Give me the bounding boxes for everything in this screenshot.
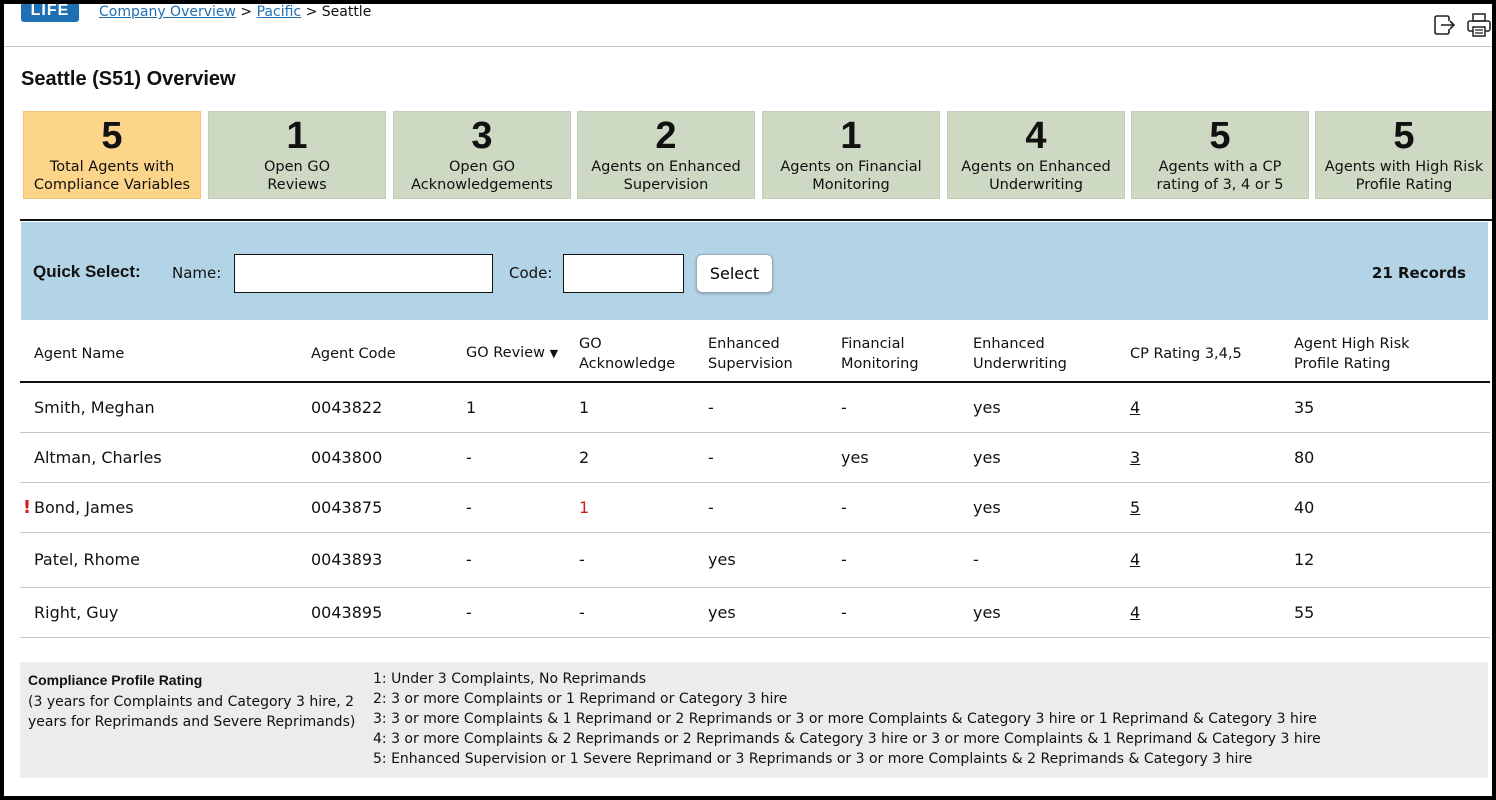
legend-item: 5: Enhanced Supervision or 1 Severe Reprimand or 3 Reprimands or 3 or more Complaints & 2 Reprimands & Category 3 hire <box>373 751 1253 767</box>
column-header-agent-name[interactable]: Agent Name <box>34 322 311 382</box>
agent-name: Altman, Charles <box>34 432 311 482</box>
page-title: Seattle (S51) Overview <box>21 68 236 90</box>
tile-value: 2 <box>655 115 677 157</box>
go-review-value: - <box>466 432 579 482</box>
agents-table <box>20 322 1490 638</box>
go-acknowledge-value: 2 <box>579 432 708 482</box>
agent-name: Right, Guy <box>34 587 311 637</box>
table-row[interactable] <box>20 587 1490 637</box>
go-acknowledge-value: - <box>579 532 708 587</box>
tile-label: Agents on Enhanced Supervision <box>591 159 741 193</box>
company-logo[interactable]: LIFE <box>21 4 79 22</box>
agent-code: 0043875 <box>311 482 466 532</box>
tile-enhanced-underwriting[interactable] <box>947 111 1125 199</box>
column-header-go-review[interactable] <box>466 322 579 382</box>
tile-open-go-acknowledgements[interactable] <box>393 111 571 199</box>
enhanced-supervision-value: - <box>708 382 841 432</box>
code-label: Code: <box>509 264 553 282</box>
code-input[interactable] <box>563 254 684 293</box>
enhanced-underwriting-value: yes <box>973 482 1130 532</box>
tile-cp-rating[interactable] <box>1131 111 1309 199</box>
flag-cell <box>20 532 34 587</box>
table-row[interactable] <box>20 382 1490 432</box>
breadcrumb-separator: > <box>240 4 253 20</box>
sort-descending-icon: ▼ <box>549 347 559 360</box>
financial-monitoring-value: - <box>841 382 973 432</box>
legend-item: 3: 3 or more Complaints & 1 Reprimand or 2 Reprimands or 3 or more Complaints & Category 3 hire or 1 Reprimand & Category 3 hire <box>373 711 1317 727</box>
legend-title: Compliance Profile Rating <box>28 672 203 688</box>
go-acknowledge-value: - <box>579 587 708 637</box>
tile-open-go-reviews[interactable] <box>208 111 386 199</box>
alert-icon: ! <box>22 496 32 518</box>
go-acknowledge-value-alert: 1 <box>579 482 708 532</box>
compliance-legend <box>20 662 1488 778</box>
tile-label: Agents with a CP rating of 3, 4 or 5 <box>1156 159 1284 193</box>
column-header-go-acknowledge[interactable]: GO Acknowledge <box>579 322 708 382</box>
enhanced-underwriting-value: yes <box>973 587 1130 637</box>
go-review-value: - <box>466 587 579 637</box>
breadcrumb-current: Seattle <box>321 4 372 20</box>
agent-code: 0043895 <box>311 587 466 637</box>
enhanced-underwriting-value: yes <box>973 382 1130 432</box>
tile-financial-monitoring[interactable] <box>762 111 940 199</box>
cp-rating-link[interactable]: 3 <box>1130 447 1141 467</box>
cp-rating-cell <box>1130 432 1294 482</box>
column-header-label: GO Review <box>466 345 545 361</box>
column-header-financial-monitoring[interactable]: Financial Monitoring <box>841 322 973 382</box>
enhanced-supervision-value: - <box>708 432 841 482</box>
tile-label: Agents on Enhanced Underwriting <box>961 159 1111 193</box>
tile-label: Agents on Financial Monitoring <box>780 159 922 193</box>
tile-enhanced-supervision[interactable] <box>577 111 755 199</box>
select-button[interactable]: Select <box>696 254 773 293</box>
enhanced-underwriting-value: yes <box>973 432 1130 482</box>
tile-label: Agents with High Risk Profile Rating <box>1324 159 1484 193</box>
go-review-value: 1 <box>466 382 579 432</box>
tile-label: Open GO Acknowledgements <box>411 159 553 193</box>
legend-item: 4: 3 or more Complaints & 2 Reprimands or 2 Reprimands & Category 3 hire or 3 or more Complaints & 1 Reprimand & Category 3 hire <box>373 731 1321 747</box>
financial-monitoring-value: - <box>841 482 973 532</box>
agent-code: 0043822 <box>311 382 466 432</box>
tile-value: 1 <box>840 115 862 157</box>
column-header-high-risk-profile[interactable]: Agent High Risk Profile Rating <box>1294 322 1490 382</box>
go-acknowledge-value: 1 <box>579 382 708 432</box>
cp-rating-cell <box>1130 587 1294 637</box>
column-header-enhanced-supervision[interactable]: Enhanced Supervision <box>708 322 841 382</box>
header-divider <box>4 46 1492 47</box>
column-header-cp-rating[interactable]: CP Rating 3,4,5 <box>1130 322 1294 382</box>
cp-rating-link[interactable]: 5 <box>1130 497 1141 517</box>
page-frame <box>4 4 1492 796</box>
legend-item: 1: Under 3 Complaints, No Reprimands <box>373 671 647 687</box>
table-header-row <box>20 322 1490 382</box>
cp-rating-link[interactable]: 4 <box>1130 397 1141 417</box>
summary-tiles <box>23 111 1492 201</box>
flag-cell <box>20 587 34 637</box>
cp-rating-cell <box>1130 482 1294 532</box>
legend-list <box>373 669 1321 769</box>
agent-name: Bond, James <box>34 482 311 532</box>
risk-profile-value: 80 <box>1294 432 1490 482</box>
tile-high-risk-profile[interactable] <box>1315 111 1492 199</box>
risk-profile-value: 12 <box>1294 532 1490 587</box>
quick-select-panel <box>21 222 1488 320</box>
legend-subtitle: (3 years for Complaints and Category 3 hire, 2 years for Reprimands and Severe Reprimands) <box>28 694 356 730</box>
enhanced-supervision-value: - <box>708 482 841 532</box>
financial-monitoring-value: - <box>841 532 973 587</box>
flag-cell <box>20 432 34 482</box>
tile-value: 5 <box>1393 115 1415 157</box>
cp-rating-cell <box>1130 382 1294 432</box>
section-divider <box>20 219 1492 221</box>
tile-value: 5 <box>1209 115 1231 157</box>
quick-select-title: Quick Select: <box>33 262 141 281</box>
breadcrumb-company-overview[interactable]: Company Overview <box>99 4 236 20</box>
enhanced-supervision-value: yes <box>708 587 841 637</box>
risk-profile-value: 35 <box>1294 382 1490 432</box>
financial-monitoring-value: - <box>841 587 973 637</box>
agent-name: Smith, Meghan <box>34 382 311 432</box>
cp-rating-link[interactable]: 4 <box>1130 550 1141 569</box>
agent-code: 0043800 <box>311 432 466 482</box>
tile-label: Total Agents with Compliance Variables <box>33 159 191 193</box>
tile-value: 1 <box>286 115 308 157</box>
enhanced-underwriting-value: - <box>973 532 1130 587</box>
name-label: Name: <box>172 264 222 282</box>
tile-value: 3 <box>471 115 493 157</box>
record-count: 21 Records <box>1371 264 1466 282</box>
tile-value: 5 <box>101 115 123 157</box>
breadcrumb <box>99 4 371 20</box>
enhanced-supervision-value: yes <box>708 532 841 587</box>
name-input[interactable] <box>234 254 493 293</box>
breadcrumb-pacific[interactable]: Pacific <box>256 4 302 20</box>
agent-name: Patel, Rhome <box>34 532 311 587</box>
toolbar <box>1432 12 1492 38</box>
flag-cell <box>20 482 34 532</box>
print-icon[interactable] <box>1466 12 1492 38</box>
tile-value: 4 <box>1025 115 1047 157</box>
column-header-enhanced-underwriting[interactable]: Enhanced Underwriting <box>973 322 1130 382</box>
cp-rating-link[interactable]: 4 <box>1130 602 1141 622</box>
agent-code: 0043893 <box>311 532 466 587</box>
table-row[interactable] <box>20 532 1490 587</box>
column-header-agent-code[interactable]: Agent Code <box>311 322 466 382</box>
table-row[interactable] <box>20 432 1490 482</box>
flag-column-header <box>20 322 34 382</box>
breadcrumb-separator: > <box>305 4 318 20</box>
financial-monitoring-value: yes <box>841 432 973 482</box>
go-review-value: - <box>466 482 579 532</box>
cp-rating-cell <box>1130 532 1294 587</box>
legend-item: 2: 3 or more Complaints or 1 Reprimand or Category 3 hire <box>373 691 788 707</box>
table-row[interactable] <box>20 482 1490 532</box>
risk-profile-value: 55 <box>1294 587 1490 637</box>
risk-profile-value: 40 <box>1294 482 1490 532</box>
flag-cell <box>20 382 34 432</box>
export-icon[interactable] <box>1432 12 1458 38</box>
tile-label: Open GO Reviews <box>264 159 330 193</box>
go-review-value: - <box>466 532 579 587</box>
tile-total-agents[interactable] <box>23 111 201 199</box>
